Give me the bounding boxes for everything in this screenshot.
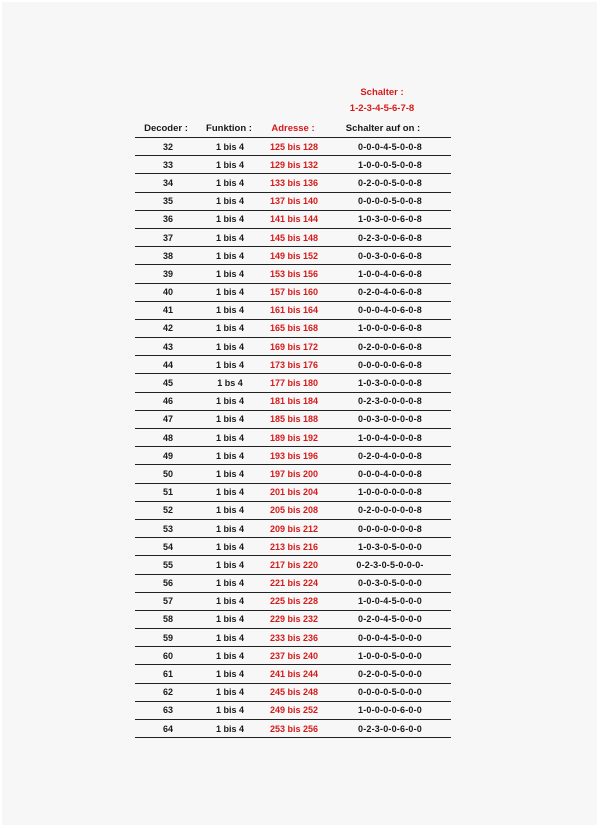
adresse-cell: 141 bis 144 <box>259 210 329 228</box>
adresse-cell: 185 bis 188 <box>259 410 329 428</box>
schalter-numbers: 1-2-3-4-5-6-7-8 <box>349 103 415 114</box>
table-row <box>135 683 451 701</box>
decoder-cell: 40 <box>135 283 201 301</box>
funktion-cell: 1 bis 4 <box>201 338 259 356</box>
adresse-cell: 217 bis 220 <box>259 556 329 574</box>
funktion-cell: 1 bis 4 <box>201 138 259 156</box>
funktion-cell: 1 bis 4 <box>201 683 259 701</box>
table-row <box>135 519 451 537</box>
funktion-cell: 1 bis 4 <box>201 647 259 665</box>
funktion-cell: 1 bis 4 <box>201 629 259 647</box>
decoder-cell: 63 <box>135 701 201 719</box>
funktion-cell: 1 bis 4 <box>201 701 259 719</box>
adresse-cell: 149 bis 152 <box>259 247 329 265</box>
adresse-cell: 177 bis 180 <box>259 374 329 392</box>
funktion-cell: 1 bis 4 <box>201 210 259 228</box>
adresse-cell: 153 bis 156 <box>259 265 329 283</box>
adresse-cell: 157 bis 160 <box>259 283 329 301</box>
table-row <box>135 465 451 483</box>
schalter-cell: 0-0-0-0-5-0-0-0 <box>329 683 451 701</box>
funktion-cell: 1 bis 4 <box>201 592 259 610</box>
schalter-cell: 0-2-0-0-5-0-0-0 <box>329 665 451 683</box>
adresse-cell: 253 bis 256 <box>259 720 329 738</box>
decoder-cell: 33 <box>135 156 201 174</box>
decoder-cell: 57 <box>135 592 201 610</box>
adresse-cell: 205 bis 208 <box>259 501 329 519</box>
schalter-cell: 1-0-0-0-0-6-0-8 <box>329 319 451 337</box>
col-header-schalter: Schalter auf on : <box>345 123 421 134</box>
schalter-cell: 0-0-3-0-5-0-0-0 <box>329 574 451 592</box>
schalter-cell: 0-2-0-0-0-6-0-8 <box>329 338 451 356</box>
schalter-cell: 1-0-0-4-5-0-0-0 <box>329 592 451 610</box>
table-row <box>135 610 451 628</box>
schalter-cell: 0-2-0-0-5-0-0-8 <box>329 174 451 192</box>
decoder-cell: 56 <box>135 574 201 592</box>
schalter-cell: 1-0-0-0-5-0-0-8 <box>329 156 451 174</box>
table-row <box>135 720 451 738</box>
schalter-cell: 0-2-0-4-0-0-0-8 <box>329 447 451 465</box>
decoder-cell: 64 <box>135 720 201 738</box>
funktion-cell: 1 bis 4 <box>201 156 259 174</box>
funktion-cell: 1 bis 4 <box>201 319 259 337</box>
table-row <box>135 483 451 501</box>
schalter-cell: 1-0-3-0-0-0-0-8 <box>329 374 451 392</box>
decoder-cell: 34 <box>135 174 201 192</box>
decoder-cell: 48 <box>135 429 201 447</box>
adresse-cell: 249 bis 252 <box>259 701 329 719</box>
adresse-cell: 169 bis 172 <box>259 338 329 356</box>
table-row <box>135 210 451 228</box>
table-row <box>135 338 451 356</box>
funktion-cell: 1 bis 4 <box>201 538 259 556</box>
adresse-cell: 225 bis 228 <box>259 592 329 610</box>
decoder-cell: 32 <box>135 138 201 156</box>
document-page <box>2 2 597 825</box>
decoder-cell: 60 <box>135 647 201 665</box>
schalter-cell: 1-0-0-0-0-0-0-8 <box>329 483 451 501</box>
funktion-cell: 1 bis 4 <box>201 501 259 519</box>
table-row <box>135 538 451 556</box>
table-row <box>135 701 451 719</box>
table-row <box>135 429 451 447</box>
schalter-cell: 0-2-0-4-0-6-0-8 <box>329 283 451 301</box>
decoder-cell: 37 <box>135 228 201 246</box>
decoder-cell: 45 <box>135 374 201 392</box>
decoder-cell: 58 <box>135 610 201 628</box>
funktion-cell: 1 bis 4 <box>201 228 259 246</box>
decoder-cell: 47 <box>135 410 201 428</box>
schalter-cell: 0-0-0-0-0-6-0-8 <box>329 356 451 374</box>
decoder-cell: 41 <box>135 301 201 319</box>
table-row <box>135 629 451 647</box>
table-row <box>135 228 451 246</box>
funktion-cell: 1 bis 4 <box>201 265 259 283</box>
decoder-cell: 52 <box>135 501 201 519</box>
adresse-cell: 145 bis 148 <box>259 228 329 246</box>
decoder-cell: 51 <box>135 483 201 501</box>
table-row <box>135 501 451 519</box>
table-row <box>135 301 451 319</box>
table-row <box>135 392 451 410</box>
schalter-cell: 0-0-0-0-0-0-0-8 <box>329 519 451 537</box>
table-row <box>135 374 451 392</box>
funktion-cell: 1 bis 4 <box>201 610 259 628</box>
table-row <box>135 174 451 192</box>
col-header-funktion: Funktion : <box>206 123 252 134</box>
table-row <box>135 574 451 592</box>
funktion-cell: 1 bis 4 <box>201 574 259 592</box>
decoder-cell: 42 <box>135 319 201 337</box>
schalter-cell: 0-0-0-0-5-0-0-8 <box>329 192 451 210</box>
funktion-cell: 1 bis 4 <box>201 192 259 210</box>
table-row <box>135 556 451 574</box>
table-row <box>135 192 451 210</box>
funktion-cell: 1 bis 4 <box>201 301 259 319</box>
decoder-cell: 50 <box>135 465 201 483</box>
adresse-cell: 221 bis 224 <box>259 574 329 592</box>
schalter-cell: 0-0-0-4-0-6-0-8 <box>329 301 451 319</box>
funktion-cell: 1 bis 4 <box>201 556 259 574</box>
decoder-table <box>135 137 451 738</box>
table-row <box>135 156 451 174</box>
funktion-cell: 1 bis 4 <box>201 665 259 683</box>
decoder-cell: 46 <box>135 392 201 410</box>
funktion-cell: 1 bis 4 <box>201 392 259 410</box>
schalter-cell: 0-0-0-4-5-0-0-0 <box>329 629 451 647</box>
table-row <box>135 319 451 337</box>
decoder-cell: 35 <box>135 192 201 210</box>
adresse-cell: 133 bis 136 <box>259 174 329 192</box>
table-row <box>135 283 451 301</box>
schalter-cell: 0-2-0-0-0-0-0-8 <box>329 501 451 519</box>
table-row <box>135 138 451 156</box>
col-header-decoder: Decoder : <box>144 123 188 134</box>
table-row <box>135 356 451 374</box>
adresse-cell: 125 bis 128 <box>259 138 329 156</box>
funktion-cell: 1 bis 4 <box>201 720 259 738</box>
schalter-cell: 0-2-3-0-0-6-0-0 <box>329 720 451 738</box>
table-row <box>135 265 451 283</box>
schalter-title: Schalter : <box>360 87 404 98</box>
schalter-cell: 0-2-0-4-5-0-0-0 <box>329 610 451 628</box>
adresse-cell: 237 bis 240 <box>259 647 329 665</box>
decoder-cell: 59 <box>135 629 201 647</box>
decoder-cell: 54 <box>135 538 201 556</box>
table-row <box>135 592 451 610</box>
decoder-cell: 43 <box>135 338 201 356</box>
adresse-cell: 189 bis 192 <box>259 429 329 447</box>
adresse-cell: 229 bis 232 <box>259 610 329 628</box>
adresse-cell: 233 bis 236 <box>259 629 329 647</box>
funktion-cell: 1 bis 4 <box>201 447 259 465</box>
table-row <box>135 410 451 428</box>
adresse-cell: 209 bis 212 <box>259 519 329 537</box>
adresse-cell: 173 bis 176 <box>259 356 329 374</box>
col-header-adresse: Adresse : <box>271 123 315 134</box>
funktion-cell: 1 bis 4 <box>201 356 259 374</box>
schalter-cell: 0-2-3-0-5-0-0-0- <box>329 556 451 574</box>
decoder-cell: 39 <box>135 265 201 283</box>
schalter-cell: 1-0-0-0-0-6-0-0 <box>329 701 451 719</box>
decoder-cell: 62 <box>135 683 201 701</box>
adresse-cell: 213 bis 216 <box>259 538 329 556</box>
adresse-cell: 161 bis 164 <box>259 301 329 319</box>
adresse-cell: 137 bis 140 <box>259 192 329 210</box>
adresse-cell: 193 bis 196 <box>259 447 329 465</box>
funktion-cell: 1 bis 4 <box>201 247 259 265</box>
funktion-cell: 1 bis 4 <box>201 483 259 501</box>
funktion-cell: 1 bis 4 <box>201 410 259 428</box>
table-row <box>135 447 451 465</box>
decoder-cell: 49 <box>135 447 201 465</box>
schalter-cell: 1-0-0-4-0-6-0-8 <box>329 265 451 283</box>
schalter-cell: 1-0-0-4-0-0-0-8 <box>329 429 451 447</box>
adresse-cell: 181 bis 184 <box>259 392 329 410</box>
schalter-cell: 0-0-0-4-0-0-0-8 <box>329 465 451 483</box>
table-row <box>135 247 451 265</box>
funktion-cell: 1 bis 4 <box>201 283 259 301</box>
schalter-cell: 0-0-0-4-5-0-0-8 <box>329 138 451 156</box>
schalter-cell: 1-0-3-0-5-0-0-0 <box>329 538 451 556</box>
schalter-cell: 0-2-3-0-0-0-0-8 <box>329 392 451 410</box>
adresse-cell: 129 bis 132 <box>259 156 329 174</box>
funktion-cell: 1 bis 4 <box>201 519 259 537</box>
adresse-cell: 197 bis 200 <box>259 465 329 483</box>
funktion-cell: 1 bis 4 <box>201 174 259 192</box>
decoder-cell: 44 <box>135 356 201 374</box>
adresse-cell: 165 bis 168 <box>259 319 329 337</box>
schalter-cell: 0-0-3-0-0-0-0-8 <box>329 410 451 428</box>
schalter-cell: 1-0-0-0-5-0-0-0 <box>329 647 451 665</box>
adresse-cell: 201 bis 204 <box>259 483 329 501</box>
decoder-cell: 53 <box>135 519 201 537</box>
decoder-cell: 55 <box>135 556 201 574</box>
decoder-cell: 61 <box>135 665 201 683</box>
funktion-cell: 1 bis 4 <box>201 429 259 447</box>
funktion-cell: 1 bs 4 <box>201 374 259 392</box>
adresse-cell: 241 bis 244 <box>259 665 329 683</box>
schalter-cell: 0-0-3-0-0-6-0-8 <box>329 247 451 265</box>
adresse-cell: 245 bis 248 <box>259 683 329 701</box>
schalter-cell: 0-2-3-0-0-6-0-8 <box>329 228 451 246</box>
table-row <box>135 665 451 683</box>
schalter-cell: 1-0-3-0-0-6-0-8 <box>329 210 451 228</box>
table-row <box>135 647 451 665</box>
decoder-cell: 38 <box>135 247 201 265</box>
funktion-cell: 1 bis 4 <box>201 465 259 483</box>
decoder-cell: 36 <box>135 210 201 228</box>
